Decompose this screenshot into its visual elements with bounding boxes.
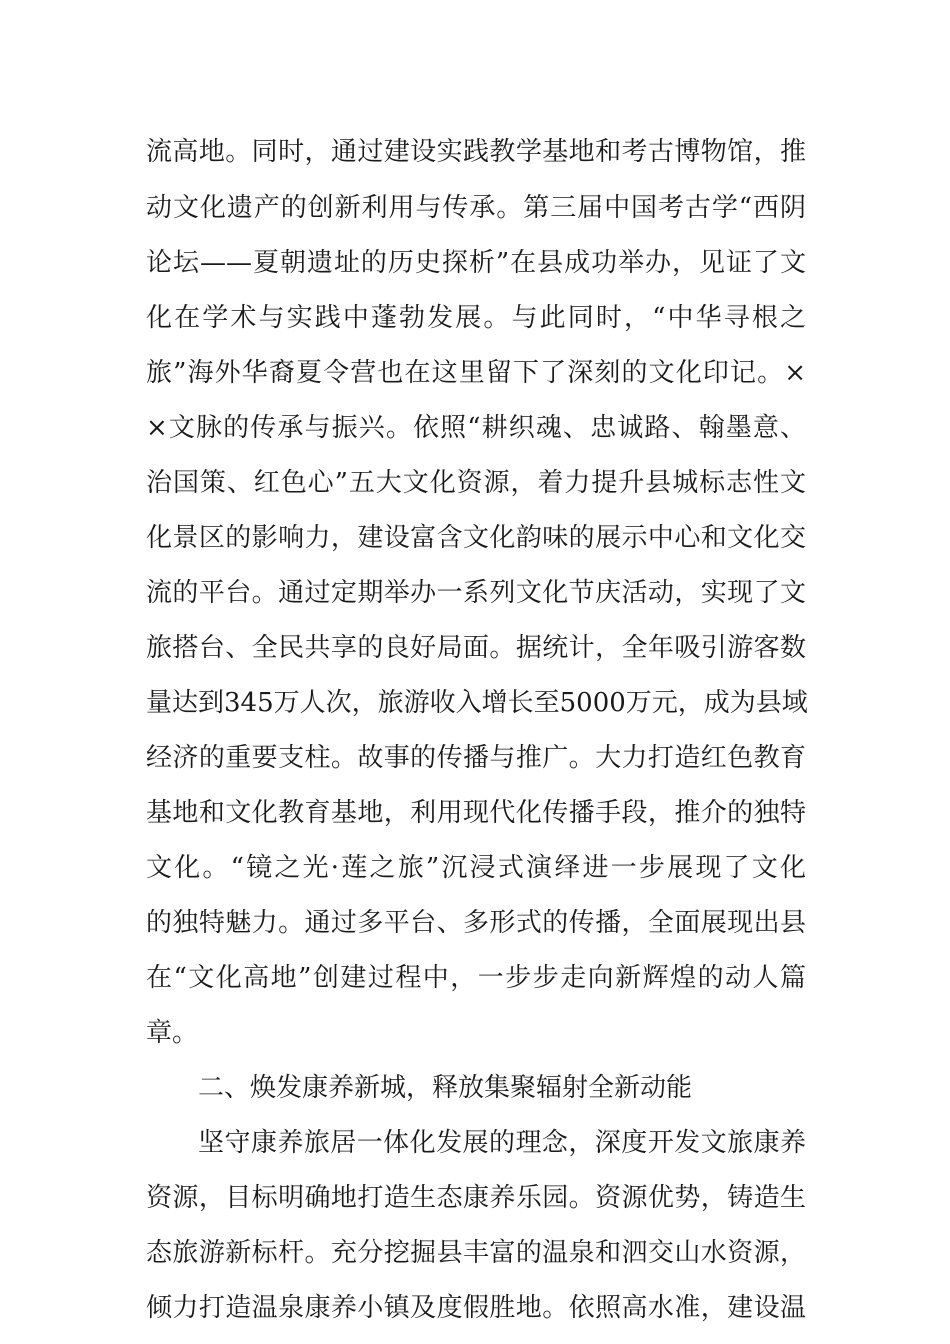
body-text-line: 量达到345万人次，旅游收入增长至5000万元，成为县域 [146,688,808,718]
body-text-line: 流高地。同时，通过建设实践教学基地和考古博物馆，推 [146,137,806,167]
body-text-line: 态旅游新标杆。充分挖掘县丰富的温泉和泗交山水资源， [146,1238,806,1268]
body-text-line: 流的平台。通过定期举办一系列文化节庆活动，实现了文 [146,578,806,608]
body-text-line: 资源，目标明确地打造生态康养乐园。资源优势，铸造生 [146,1183,806,1213]
section-heading: 二、焕发康养新城，释放集聚辐射全新动能 [198,1073,693,1103]
body-text-line: 治国策、红色心”五大文化资源，着力提升县城标志性文 [146,468,806,498]
body-text-line: 在“文化高地”创建过程中，一步步走向新辉煌的动人篇 [146,963,806,993]
body-text-line: 旅”海外华裔夏令营也在这里留下了深刻的文化印记。× [146,358,806,388]
body-text-line: 化景区的影响力，建设富含文化韵味的展示中心和文化交 [146,523,806,553]
body-text-line: 章。 [146,1018,199,1048]
body-text-line: 倾力打造温泉康养小镇及度假胜地。依照高水准，建设温 [146,1293,806,1323]
body-text-line: 动文化遗产的创新利用与传承。第三届中国考古学“西阴 [146,193,806,223]
body-text-line: 基地和文化教育基地，利用现代化传播手段，推介的独特 [146,798,806,828]
paragraph-first-line: 坚守康养旅居一体化发展的理念，深度开发文旅康养 [198,1128,806,1158]
body-text-line: 论坛——夏朝遗址的历史探析”在县成功举办，见证了文 [146,248,806,278]
body-text-line: ×文脉的传承与振兴。依照“耕织魂、忠诚路、翰墨意、 [146,413,806,443]
body-text-line: 经济的重要支柱。故事的传播与推广。大力打造红色教育 [146,743,806,773]
body-text-line: 的独特魅力。通过多平台、多形式的传播，全面展现出县 [146,908,806,938]
body-text-line: 文化。“镜之光·莲之旅”沉浸式演绎进一步展现了文化 [146,853,806,883]
body-text-line: 化在学术与实践中蓬勃发展。与此同时，“中华寻根之 [146,303,806,333]
body-text-line: 旅搭台、全民共享的良好局面。据统计，全年吸引游客数 [146,633,806,663]
